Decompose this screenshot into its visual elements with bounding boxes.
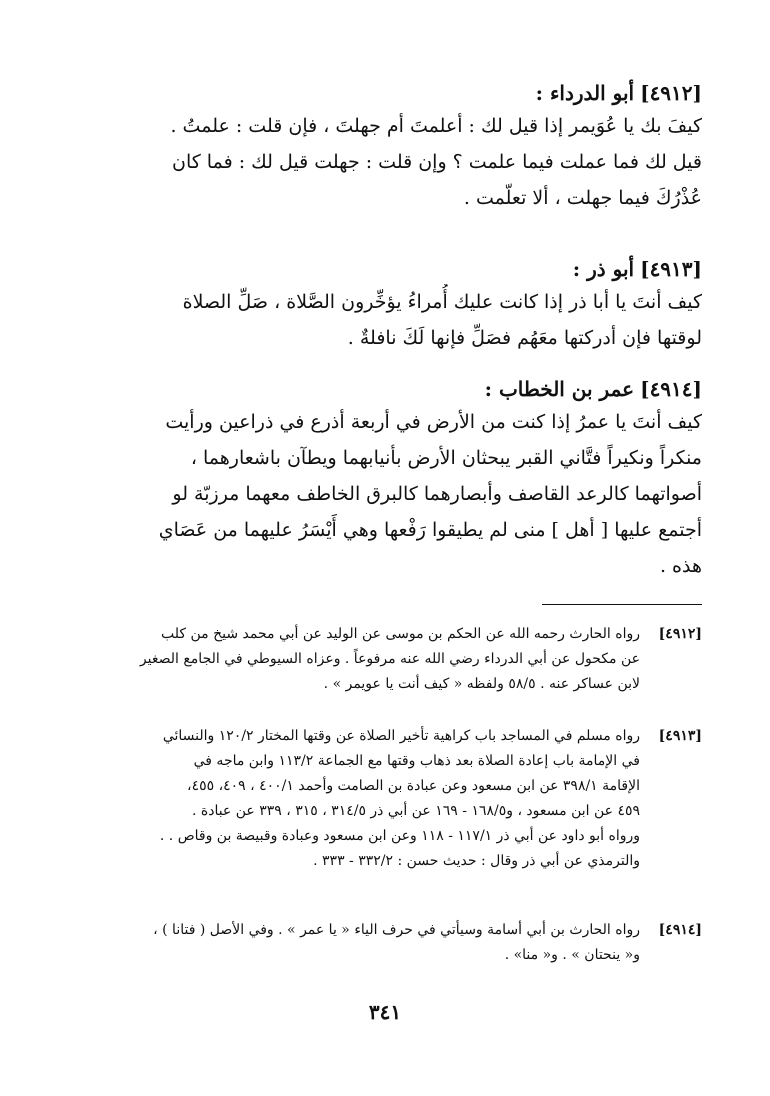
page-number: ٣٤١ [368, 1000, 402, 1024]
footnote-line: عن مكحول عن أبي الدرداء رضي الله عنه مرفوعاً . وعزاه السيوطي في الجامع الصغير [139, 651, 640, 667]
entry-heading [62, 254, 702, 284]
footnote-text [62, 724, 640, 874]
footnote-4913 [62, 724, 702, 874]
footnote-line: و« ينحتان » . و« منا» . [504, 947, 640, 963]
footnote-line: رواه الحارث بن أبي أسامة وسيأتي في حرف الياء « يا عمر » . وفي الأصل ( فتانا ) ، [153, 922, 640, 938]
text-line: أصواتهما كالرعد القاصف وأبصارهما كالبرق الخاطف معهما مرزبّة لو [172, 483, 702, 505]
entry-heading [62, 78, 702, 108]
entry-number: [٤٩١٤] [640, 377, 702, 401]
footnote-line: رواه مسلم في المساجد باب كراهية تأخير الصلاة عن وقتها المختار ١٢٠/٢ والنسائي [162, 728, 640, 744]
entry-number: [٤٩١٢] [640, 81, 702, 105]
entry-heading [62, 374, 702, 404]
entry-speaker: عمر بن الخطاب : [484, 377, 635, 401]
entry-4914 [62, 374, 702, 584]
footnote-line: في الإمامة باب إعادة الصلاة بعد ذهاب وقتها مع الجماعة ١١٣/٢ وابن ماجه في [193, 753, 640, 769]
footnote-line: رواه الحارث رحمه الله عن الحكم بن موسى عن الوليد عن أبي محمد شيخ من كلب [160, 626, 640, 642]
text-line: كيفَ بك يا عُوَيمر إذا قيل لك : أعلمتَ أم جهلتَ ، فإن قلت : علمتُ . [170, 115, 702, 137]
entry-speaker: أبو ذر : [572, 257, 635, 281]
footnote-line: لابن عساكر عنه . ٥٨/٥ ولفظه « كيف أنت يا عويمر » . [323, 676, 640, 692]
footnote-line: ورواه أبو داود عن أبي ذر ١١٧/١ - ١١٨ وعن ابن مسعود وعبادة وقبيصة بن وقاص . . [159, 828, 640, 844]
text-line: لوقتها فإن أدركتها معَهُم فصَلِّ فإنها لَكَ نافلةٌ . [347, 327, 702, 349]
text-line: هذه . [659, 555, 702, 577]
entry-4912 [62, 78, 702, 216]
text-line: كيف أنتَ يا أبا ذر إذا كانت عليك أُمراءُ يؤخِّرون الصَّلاة ، صَلِّ الصلاة [182, 291, 702, 313]
footnote-line: ٤٥٩ عن ابن مسعود ، و١٦٨/٥ - ١٦٩ عن أبي ذر ٣١٤/٥ ، ٣١٥ ، ٣٣٩ عن عبادة . [191, 803, 640, 819]
entry-number: [٤٩١٣] [640, 257, 702, 281]
text-line: أجتمع عليها [ أهل ] منى لم يطيقوا رَفْعها وهي أَيْسَرُ عليهما من عَصَاي [158, 519, 702, 541]
footnote-number: [٤٩١٢] [658, 626, 702, 642]
text-line: قيل لك فما عملت فيما علمت ؟ وإن قلت : جهلت قيل لك : فما كان [171, 151, 702, 173]
entry-text [62, 404, 702, 584]
footnote-4914 [62, 918, 702, 968]
text-line: منكراً ونكيراً فتَّاني القبر يبحثان الأرض بأنيابهما ويطآن باشعارهما ، [190, 447, 702, 469]
footnote-line: والترمذي عن أبي ذر وقال : حديث حسن : ٣٣٢/٢ - ٣٣٣ . [313, 853, 640, 869]
text-line: عُذْرُكَ فيما جهلت ، ألا تعلّمت . [463, 187, 702, 209]
footnote-text [62, 622, 640, 697]
footnote-text [62, 918, 640, 968]
text-line: كيف أنتَ يا عمرُ إذا كنت من الأرض في أربعة أذرع في ذراعين ورأيت [165, 411, 702, 433]
footnote-divider [542, 604, 702, 605]
footnote-line: الإقامة ٣٩٨/١ عن ابن مسعود وعن عبادة بن الصامت وأحمد ٤٠٠/١ ، ٤٠٩، ٤٥٥، [187, 778, 640, 794]
footnote-number: [٤٩١٣] [658, 728, 702, 744]
entry-4913 [62, 254, 702, 356]
entry-text [62, 284, 702, 356]
footnote-number: [٤٩١٤] [658, 922, 702, 938]
entry-text [62, 108, 702, 216]
entry-speaker: أبو الدرداء : [535, 81, 635, 105]
footnote-4912 [62, 622, 702, 697]
